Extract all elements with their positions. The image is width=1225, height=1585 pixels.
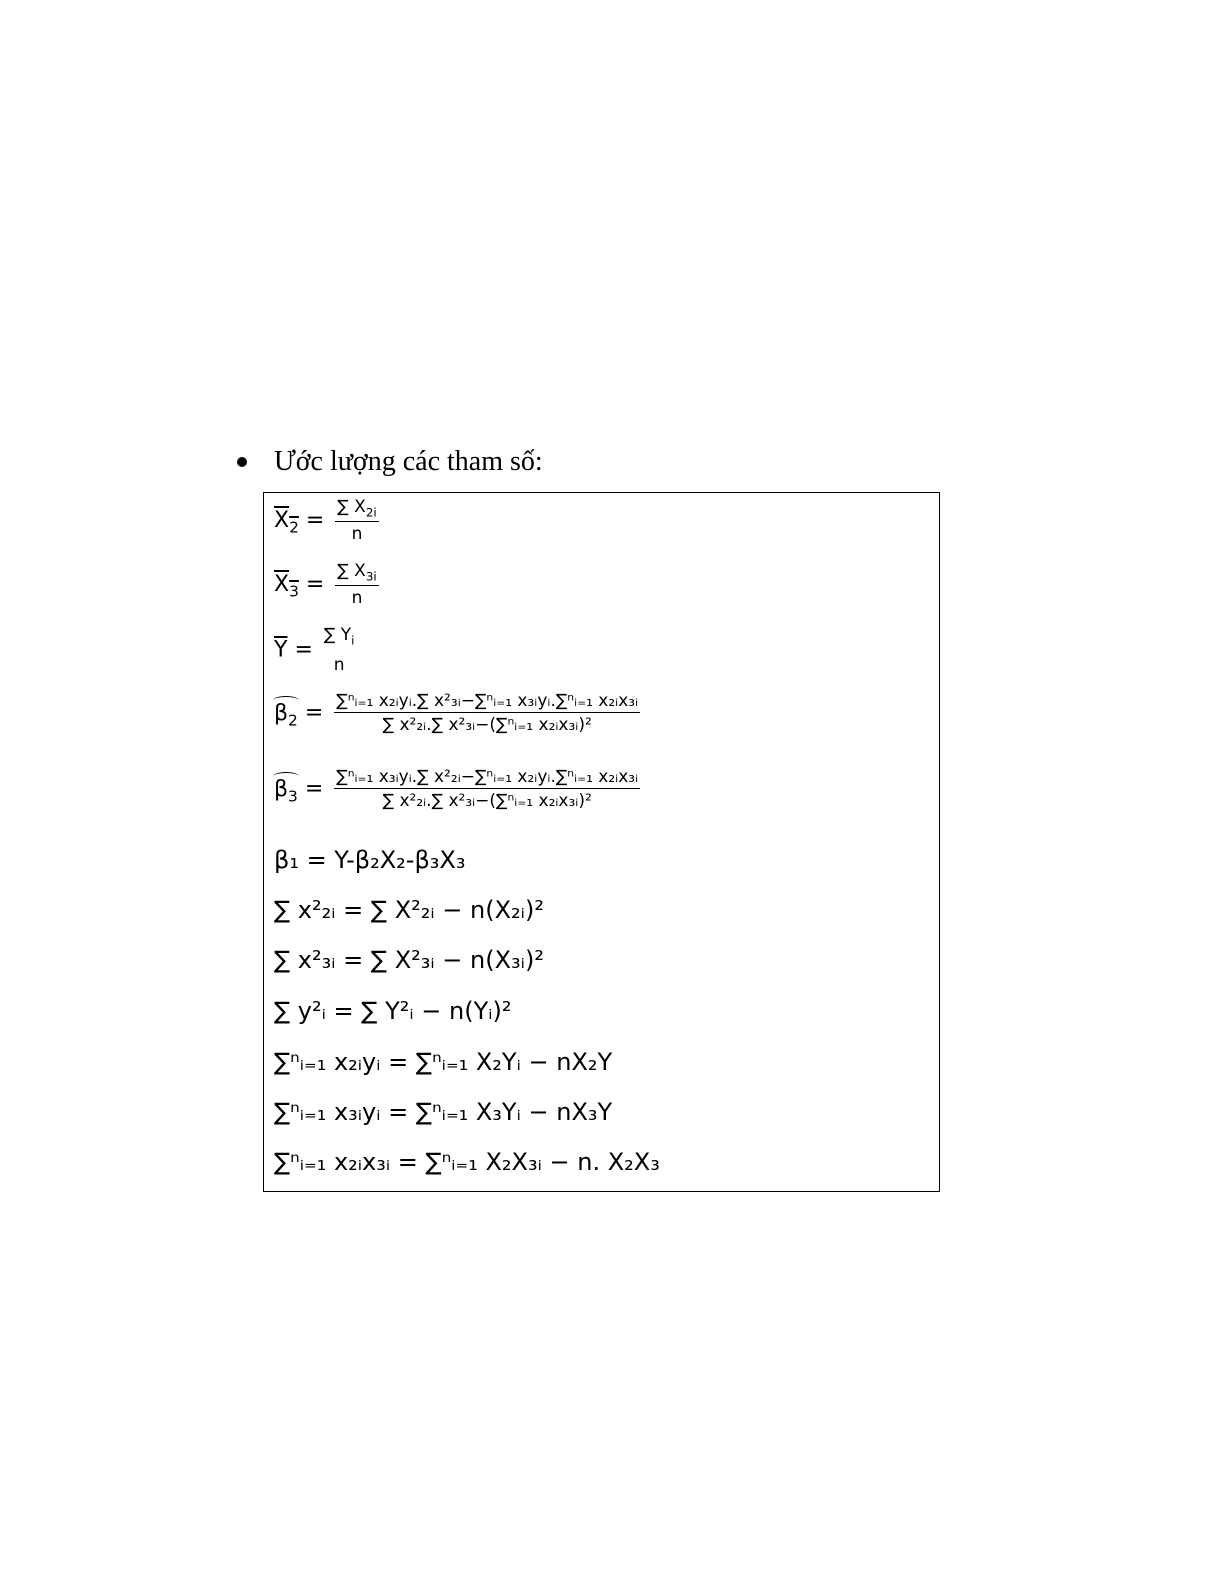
formula-box [263,492,940,1192]
formula-x3-mean: $X_3$ = $\frac{\sum X_{3i}}{n}$ [274,561,377,609]
formula-y-mean: $\overline{Y}$ = ∑ $Y_i$ n [274,625,355,676]
formula-sum-y-squared: ∑ y²ᵢ = ∑ Y²ᵢ − n(Yᵢ)² [274,997,512,1025]
section-heading: Ước lượng các tham số: [274,446,543,477]
formula-beta1: β₁ = Y-β₂X₂-β₃X₃ [274,846,466,874]
formula-beta3: $\beta_3$ = $\frac{\text{∑ⁿᵢ₌₁ x₃ᵢyᵢ.∑ x²₂ᵢ−∑ⁿᵢ₌₁ x₂ᵢyᵢ.∑ⁿᵢ₌₁ x₂ᵢx₃ᵢ}}{\text{∑ x²₂ᵢ.∑ x²₃ᵢ−(∑ⁿᵢ₌₁ x₂ᵢx₃ᵢ)²}}$ [274,767,639,811]
formula-sum-x3y: ∑ⁿᵢ₌₁ x₃ᵢyᵢ = ∑ⁿᵢ₌₁ X₃Yᵢ − nX₃Y [274,1098,613,1126]
formula-sum-x3-squared: ∑ x²₃ᵢ = ∑ X²₃ᵢ − n(X₃ᵢ)² [274,946,544,974]
bullet-dot-icon [237,457,247,467]
formula-sum-x2y: ∑ⁿᵢ₌₁ x₂ᵢyᵢ = ∑ⁿᵢ₌₁ X₂Yᵢ − nX₂Y [274,1048,613,1076]
formula-x2-mean: $X_2$ = $\frac{\sum X_{2i}}{n}$ [274,497,377,545]
formula-beta2: $\beta_2$ = $\frac{\text{∑ⁿᵢ₌₁ x₂ᵢyᵢ.∑ x²₃ᵢ−∑ⁿᵢ₌₁ x₃ᵢyᵢ.∑ⁿᵢ₌₁ x₂ᵢx₃ᵢ}}{\text{∑ x²₂ᵢ.∑ x²₃ᵢ−(∑ⁿᵢ₌₁ x₂ᵢx₃ᵢ)²}}$ [274,691,639,735]
section-bullet [237,446,543,478]
formula-sum-x2-squared: ∑ x²₂ᵢ = ∑ X²₂ᵢ − n(X₂ᵢ)² [274,896,544,924]
formula-sum-x2x3: ∑ⁿᵢ₌₁ x₂ᵢx₃ᵢ = ∑ⁿᵢ₌₁ X₂X₃ᵢ − n. X₂X₃ [274,1148,660,1176]
